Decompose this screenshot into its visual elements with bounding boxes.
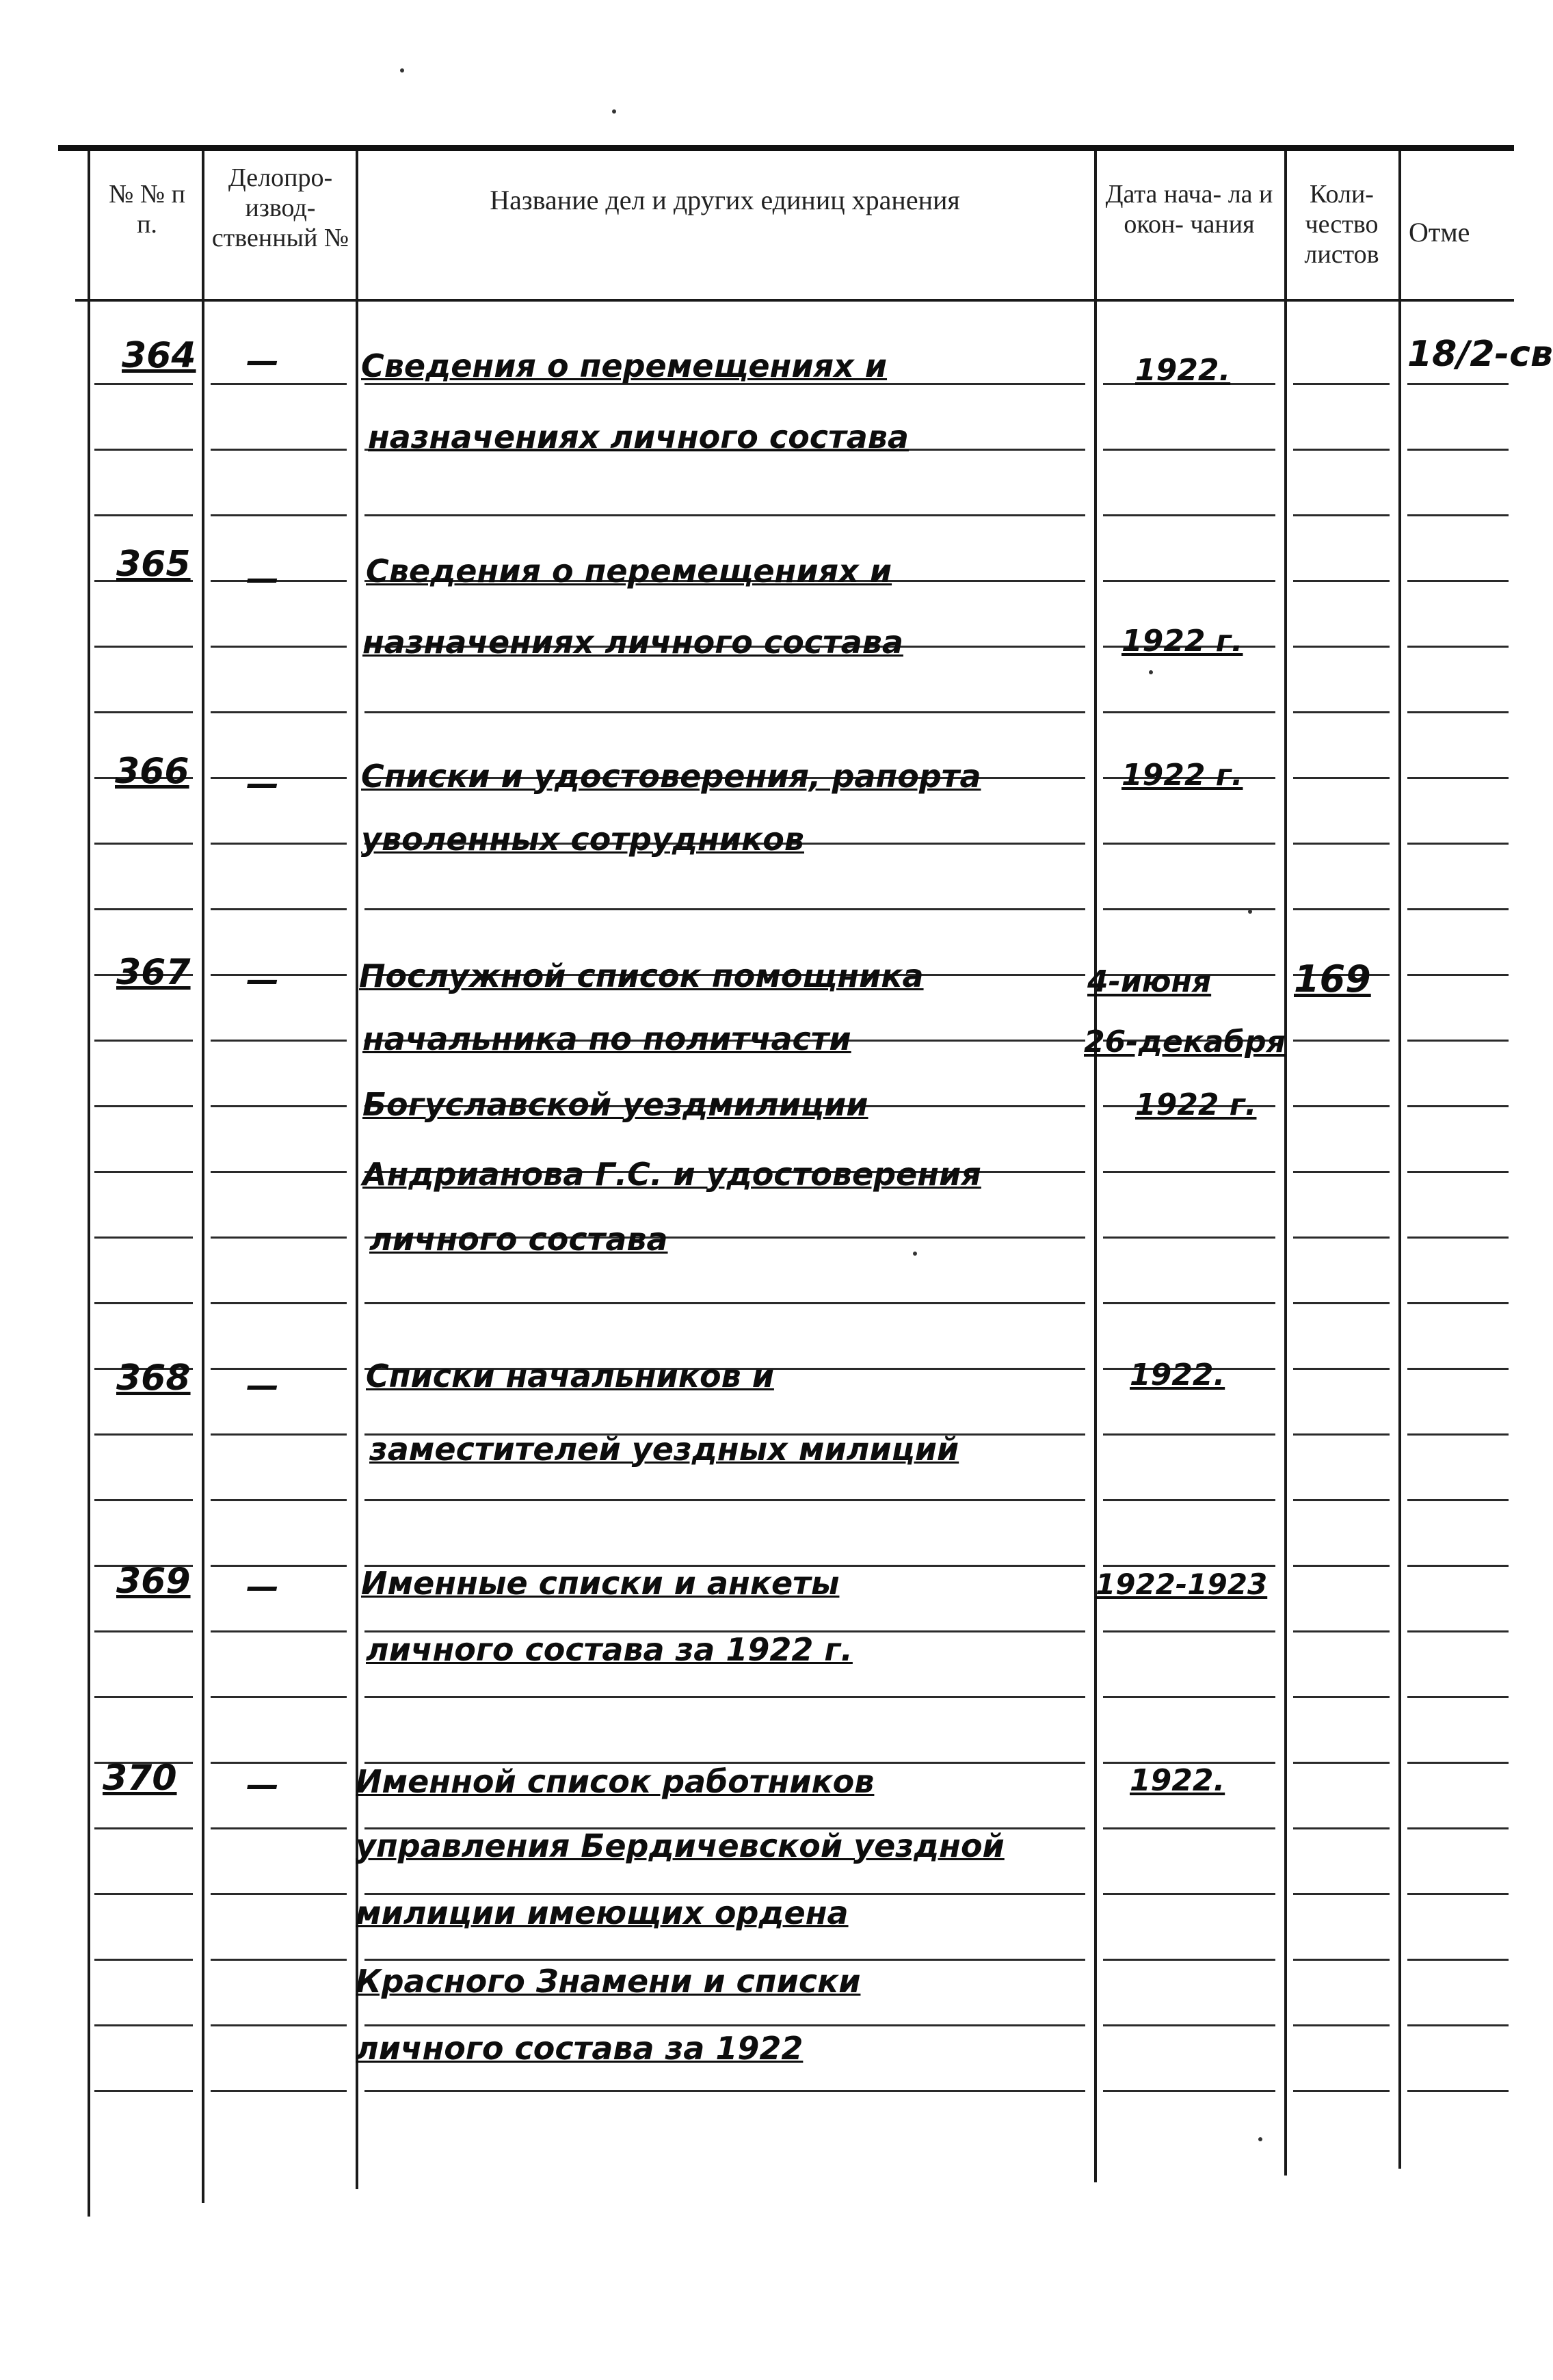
ruled-line xyxy=(1103,1499,1275,1501)
file-date-line: 1922 г. xyxy=(1121,624,1243,659)
ruled-line xyxy=(94,514,193,516)
ruled-line xyxy=(94,2024,193,2026)
ruled-line xyxy=(94,1959,193,1961)
office-number: — xyxy=(246,961,279,999)
ruled-line xyxy=(211,2090,347,2092)
office-number: — xyxy=(246,1766,279,1804)
scan-speck xyxy=(612,109,616,114)
ruled-line xyxy=(94,383,193,385)
file-title-line: Богуславской уездмилиции xyxy=(362,1086,868,1123)
ruled-line xyxy=(364,2090,1085,2092)
ruled-line xyxy=(1103,843,1275,845)
ruled-line xyxy=(1293,449,1390,451)
ruled-line xyxy=(1103,1696,1275,1698)
office-number: — xyxy=(246,559,279,598)
ruled-line xyxy=(1293,777,1390,779)
file-title-line: Именные списки и анкеты xyxy=(361,1565,840,1602)
row-number: 369 xyxy=(116,1561,191,1602)
ruled-line xyxy=(211,514,347,516)
column-divider xyxy=(1094,151,1097,2182)
ruled-line xyxy=(1293,2024,1390,2026)
ruled-line xyxy=(364,908,1085,910)
ruled-line xyxy=(211,843,347,845)
ruled-line xyxy=(94,1171,193,1173)
scan-speck xyxy=(913,1252,917,1256)
office-number: — xyxy=(246,1568,279,1606)
scan-speck xyxy=(400,68,404,72)
header-sheets xyxy=(1288,179,1395,269)
row-number: 364 xyxy=(122,335,196,376)
ruled-line xyxy=(1407,1762,1509,1764)
file-title-line: Андрианова Г.С. и удостоверения xyxy=(362,1156,981,1193)
ruled-line xyxy=(1103,514,1275,516)
ruled-line xyxy=(1103,1302,1275,1304)
ruled-line xyxy=(1407,1105,1509,1107)
ruled-line xyxy=(211,1040,347,1042)
ruled-line xyxy=(1293,1171,1390,1173)
ruled-line xyxy=(1407,1040,1509,1042)
header-num xyxy=(103,179,191,239)
file-title-line: личного состава xyxy=(369,1221,668,1258)
ruled-line xyxy=(1103,711,1275,713)
ruled-line xyxy=(1103,1565,1275,1567)
ruled-line xyxy=(1293,1040,1390,1042)
ruled-line xyxy=(94,843,193,845)
header-office-no xyxy=(205,163,356,253)
header-notes-label: Отме xyxy=(1409,217,1470,248)
ruled-line xyxy=(1407,908,1509,910)
file-title-line: Именной список работников xyxy=(356,1763,875,1800)
ruled-line xyxy=(1293,1237,1390,1239)
ruled-line xyxy=(1407,1237,1509,1239)
ruled-line xyxy=(211,1105,347,1107)
ruled-line xyxy=(1293,1499,1390,1501)
ruled-line xyxy=(364,1696,1085,1698)
ruled-line xyxy=(1293,843,1390,845)
ruled-line xyxy=(1103,1893,1275,1895)
header-num-label: № № п п. xyxy=(109,180,185,239)
ruled-line xyxy=(94,1237,193,1239)
header-rule xyxy=(75,299,1514,302)
ruled-line xyxy=(1293,1433,1390,1436)
file-title-line: уволенных сотрудников xyxy=(361,821,804,858)
ruled-line xyxy=(1407,711,1509,713)
ruled-line xyxy=(211,1959,347,1961)
file-date-line: 4-июня xyxy=(1087,964,1212,999)
ruled-line xyxy=(1407,1630,1509,1632)
ruled-line xyxy=(94,1302,193,1304)
ruled-line xyxy=(1293,1696,1390,1698)
scan-speck xyxy=(1248,910,1252,914)
ruled-line xyxy=(364,2024,1085,2026)
file-title-line: назначениях личного состава xyxy=(362,624,903,661)
ruled-line xyxy=(1407,1696,1509,1698)
scan-speck xyxy=(1149,670,1153,674)
ruled-line xyxy=(1293,1893,1390,1895)
ruled-line xyxy=(94,1630,193,1632)
ruled-line xyxy=(1293,383,1390,385)
ruled-line xyxy=(94,1893,193,1895)
ruled-line xyxy=(94,908,193,910)
ruled-line xyxy=(211,1171,347,1173)
row-number: 365 xyxy=(116,544,191,585)
row-number: 366 xyxy=(115,751,189,792)
column-divider xyxy=(88,151,90,2217)
ruled-line xyxy=(1293,1105,1390,1107)
header-title xyxy=(479,179,971,222)
ruled-line xyxy=(1293,1827,1390,1829)
ruled-line xyxy=(1293,908,1390,910)
ruled-line xyxy=(1407,1565,1509,1567)
ruled-line xyxy=(94,1696,193,1698)
header-dates-label: Дата нача- ла и окон- чания xyxy=(1105,180,1273,239)
ruled-line xyxy=(1103,1237,1275,1239)
top-rule xyxy=(58,145,1514,151)
column-divider xyxy=(356,151,358,2189)
file-title-line: управления Бердичевской уездной xyxy=(356,1827,1005,1864)
ruled-line xyxy=(211,711,347,713)
scan-speck xyxy=(1258,2137,1262,2141)
file-title-line: личного состава за 1922 xyxy=(356,2030,804,2067)
file-date-line: 1922. xyxy=(1135,353,1231,388)
ruled-line xyxy=(94,711,193,713)
header-notes xyxy=(1409,217,1514,248)
ruled-line xyxy=(1407,449,1509,451)
ruled-line xyxy=(1293,514,1390,516)
ruled-line xyxy=(1293,1762,1390,1764)
office-number: — xyxy=(246,342,279,380)
ruled-line xyxy=(1407,2024,1509,2026)
ruled-line xyxy=(1103,1171,1275,1173)
file-date-line: 1922. xyxy=(1130,1358,1225,1392)
file-date-line: 26-декабря xyxy=(1084,1024,1286,1059)
ruled-line xyxy=(211,908,347,910)
header-dates xyxy=(1100,179,1279,239)
ruled-line xyxy=(211,383,347,385)
file-title-line: начальника по политчасти xyxy=(362,1020,851,1057)
file-title-line: личного состава за 1922 г. xyxy=(366,1631,853,1668)
ruled-line xyxy=(1103,580,1275,582)
ruled-line xyxy=(1407,646,1509,648)
ruled-line xyxy=(1103,1630,1275,1632)
ruled-line xyxy=(1103,1959,1275,1961)
column-divider xyxy=(202,151,204,2203)
ruled-line xyxy=(211,1433,347,1436)
file-date-line: 1922 г. xyxy=(1135,1087,1257,1122)
office-number: — xyxy=(246,765,279,803)
ruled-line xyxy=(1293,2090,1390,2092)
ruled-line xyxy=(1407,1827,1509,1829)
ruled-line xyxy=(1407,1959,1509,1961)
ruled-line xyxy=(94,1040,193,1042)
ruled-line xyxy=(94,1433,193,1436)
file-title-line: Послужной список помощника xyxy=(359,957,924,994)
ruled-line xyxy=(1103,2090,1275,2092)
header-sheets-label: Коли- чество листов xyxy=(1304,180,1379,269)
file-title-line: Списки начальников и xyxy=(366,1358,774,1394)
ruled-line xyxy=(1407,514,1509,516)
ruled-line xyxy=(1407,1302,1509,1304)
file-title-line: Сведения о перемещениях и xyxy=(366,553,892,590)
ruled-line xyxy=(94,646,193,648)
ruled-line xyxy=(211,1827,347,1829)
header-office-no-label: Делопро- извод- ственный № xyxy=(211,163,349,252)
file-title-line: Красного Знамени и списки xyxy=(356,1963,861,2000)
file-note: 18/2-св xyxy=(1407,334,1553,375)
ruled-line xyxy=(1293,1630,1390,1632)
column-divider xyxy=(1284,151,1287,2176)
file-title-line: Списки и удостоверения, рапорта xyxy=(361,758,981,795)
file-title-line: милиции имеющих ордена xyxy=(356,1894,849,1931)
file-sheet-count: 169 xyxy=(1294,957,1371,1001)
ruled-line xyxy=(1293,1959,1390,1961)
ruled-line xyxy=(364,1499,1085,1501)
file-title-line: назначениях личного состава xyxy=(368,419,909,455)
ruled-line xyxy=(1103,1433,1275,1436)
ruled-line xyxy=(364,1302,1085,1304)
ruled-line xyxy=(211,1893,347,1895)
ruled-line xyxy=(1407,383,1509,385)
row-number: 370 xyxy=(103,1758,177,1799)
ruled-line xyxy=(1293,1302,1390,1304)
ruled-line xyxy=(1293,1368,1390,1370)
ruled-line xyxy=(1407,1433,1509,1436)
ruled-line xyxy=(1407,1368,1509,1370)
ruled-line xyxy=(1407,1893,1509,1895)
ruled-line xyxy=(211,1499,347,1501)
ruled-line xyxy=(1103,449,1275,451)
ruled-line xyxy=(94,1499,193,1501)
ruled-line xyxy=(211,1762,347,1764)
ruled-line xyxy=(1293,711,1390,713)
ruled-line xyxy=(1293,1565,1390,1567)
ruled-line xyxy=(211,1302,347,1304)
ruled-line xyxy=(211,646,347,648)
ruled-line xyxy=(1407,1171,1509,1173)
ruled-line xyxy=(1293,580,1390,582)
ruled-line xyxy=(211,2024,347,2026)
ruled-line xyxy=(94,449,193,451)
ruled-line xyxy=(364,711,1085,713)
ruled-line xyxy=(364,1959,1085,1961)
ruled-line xyxy=(1407,843,1509,845)
ruled-line xyxy=(211,1565,347,1567)
ruled-line xyxy=(1407,777,1509,779)
ruled-line xyxy=(1407,974,1509,976)
ruled-line xyxy=(211,1237,347,1239)
ruled-line xyxy=(1407,1499,1509,1501)
ruled-line xyxy=(1103,1827,1275,1829)
ruled-line xyxy=(94,1105,193,1107)
ruled-line xyxy=(1293,646,1390,648)
file-date-line: 1922-1923 xyxy=(1096,1568,1268,1601)
office-number: — xyxy=(246,1366,279,1405)
file-date-line: 1922. xyxy=(1130,1763,1225,1798)
file-title-line: заместителей уездных милиций xyxy=(369,1431,959,1468)
ruled-line xyxy=(94,2090,193,2092)
ruled-line xyxy=(1407,580,1509,582)
ruled-line xyxy=(364,514,1085,516)
file-date-line: 1922 г. xyxy=(1121,758,1243,793)
ruled-line xyxy=(211,1696,347,1698)
row-number: 367 xyxy=(116,952,191,993)
ruled-line xyxy=(211,1630,347,1632)
row-number: 368 xyxy=(116,1358,191,1399)
header-title-label: Название дел и других единиц хранения xyxy=(490,185,960,215)
ruled-line xyxy=(94,1827,193,1829)
file-title-line: Сведения о перемещениях и xyxy=(361,347,888,384)
column-divider xyxy=(1398,151,1401,2169)
ruled-line xyxy=(1103,2024,1275,2026)
ruled-line xyxy=(1407,2090,1509,2092)
ruled-line xyxy=(211,449,347,451)
